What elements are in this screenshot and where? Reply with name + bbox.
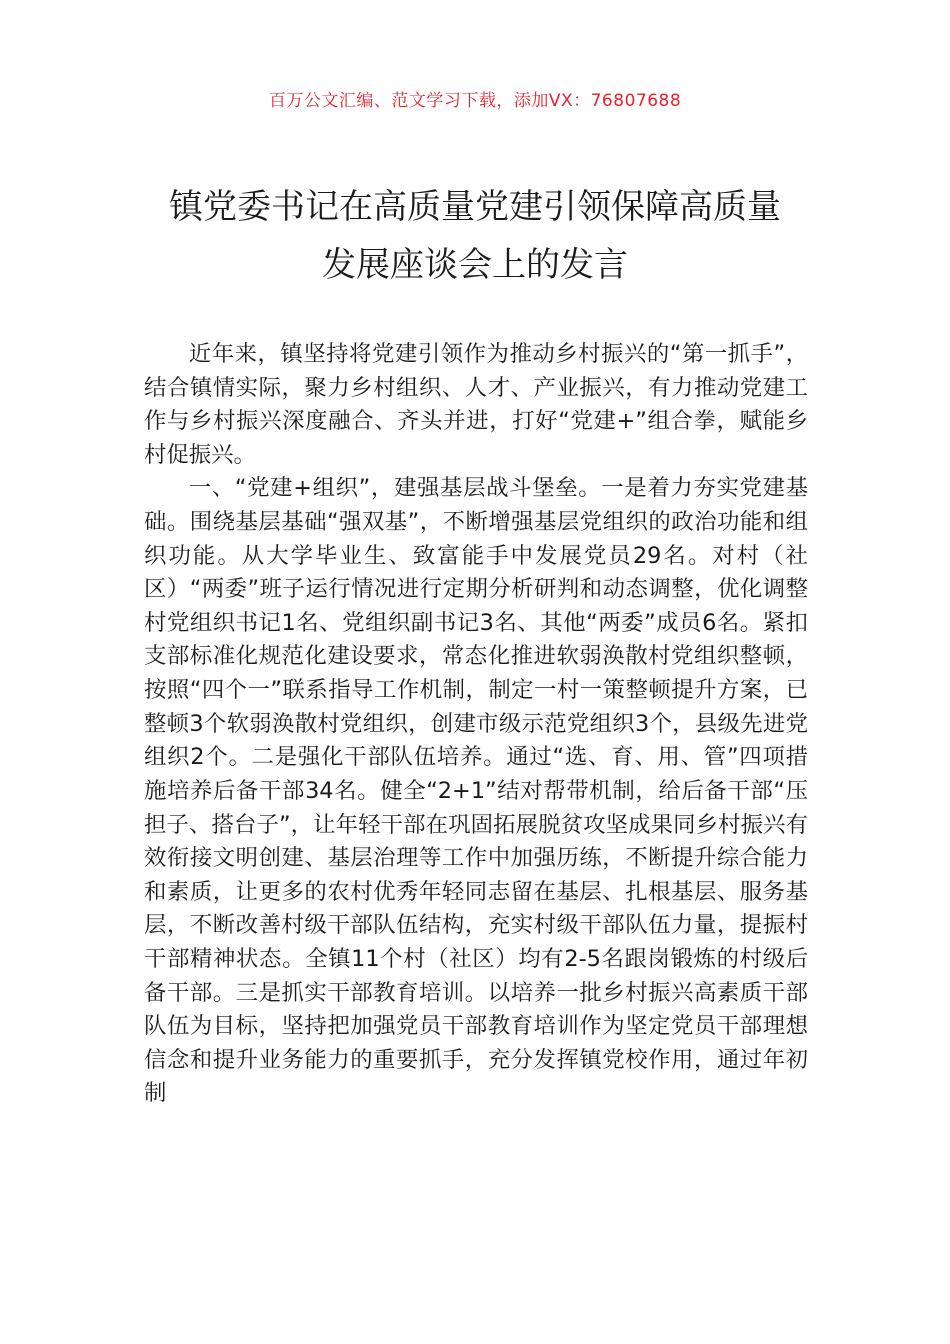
paragraph-section-1: 一、“党建+组织”，建强基层战斗堡垒。一是着力夯实党建基础。围绕基层基础“强双基”，不断增强基层党组织的政治功能和组织功能。从大学毕业生、致富能手中发展党员29名。对村（社区）“两委”班子运行情况进行定期分析研判和动态调整，优化调整村党组织书记1名、党组织副书记3名、其他“两委”成员6名。紧扣支部标准化规范化建设要求，常态化推进软弱涣散村党组织整顿，按照“四个一”联系指导工作机制，制定一村一策整顿提升方案，已整顿3个软弱涣散村党组织，创建市级示范党组织3个，县级先进党组织2个。二是强化干部队伍培养。通过“选、育、用、管”四项措施培养后备干部34名。健全“2+1”结对帮带机制，给后备干部“压担子、搭台子”，让年轻干部在巩固拓展脱贫攻坚成果同乡村振兴有效衔接文明创建、基层治理等工作中加强历练，不断提升综合能力和素质，让更多的农村优秀年轻同志留在基层、扎根基层、服务基层，不断改善村级干部队伍结构，充实村级干部队伍力量，提振村干部精神状态。全镇11个村（社区）均有2-5名跟岗锻炼的村级后备干部。三是抓实干部教育培训。以培养一批乡村振兴高素质干部队伍为目标，坚持把加强党员干部教育培训作为坚定党员干部理想信念和提升业务能力的重要抓手，充分发挥镇党校作用，通过年初制 (144, 475, 808, 1107)
title-line-1: 镇党委书记在高质量党建引领保障高质量 (169, 187, 781, 227)
document-title (0, 178, 950, 295)
header-watermark-note: 百万公文汇编、范文学习下载，添加VX：76807688 (268, 91, 682, 111)
title-line-2: 发展座谈会上的发言 (322, 245, 628, 286)
paragraph-intro: 近年来，镇坚持将党建引领作为推动乡村振兴的“第一抓手”，结合镇情实际，聚力乡村组织、人才、产业振兴，有力推动党建工作与乡村振兴深度融合、齐头并进，打好“党建+”组合拳，赋能乡村促振兴。 (144, 341, 808, 468)
document-body (144, 338, 808, 1111)
